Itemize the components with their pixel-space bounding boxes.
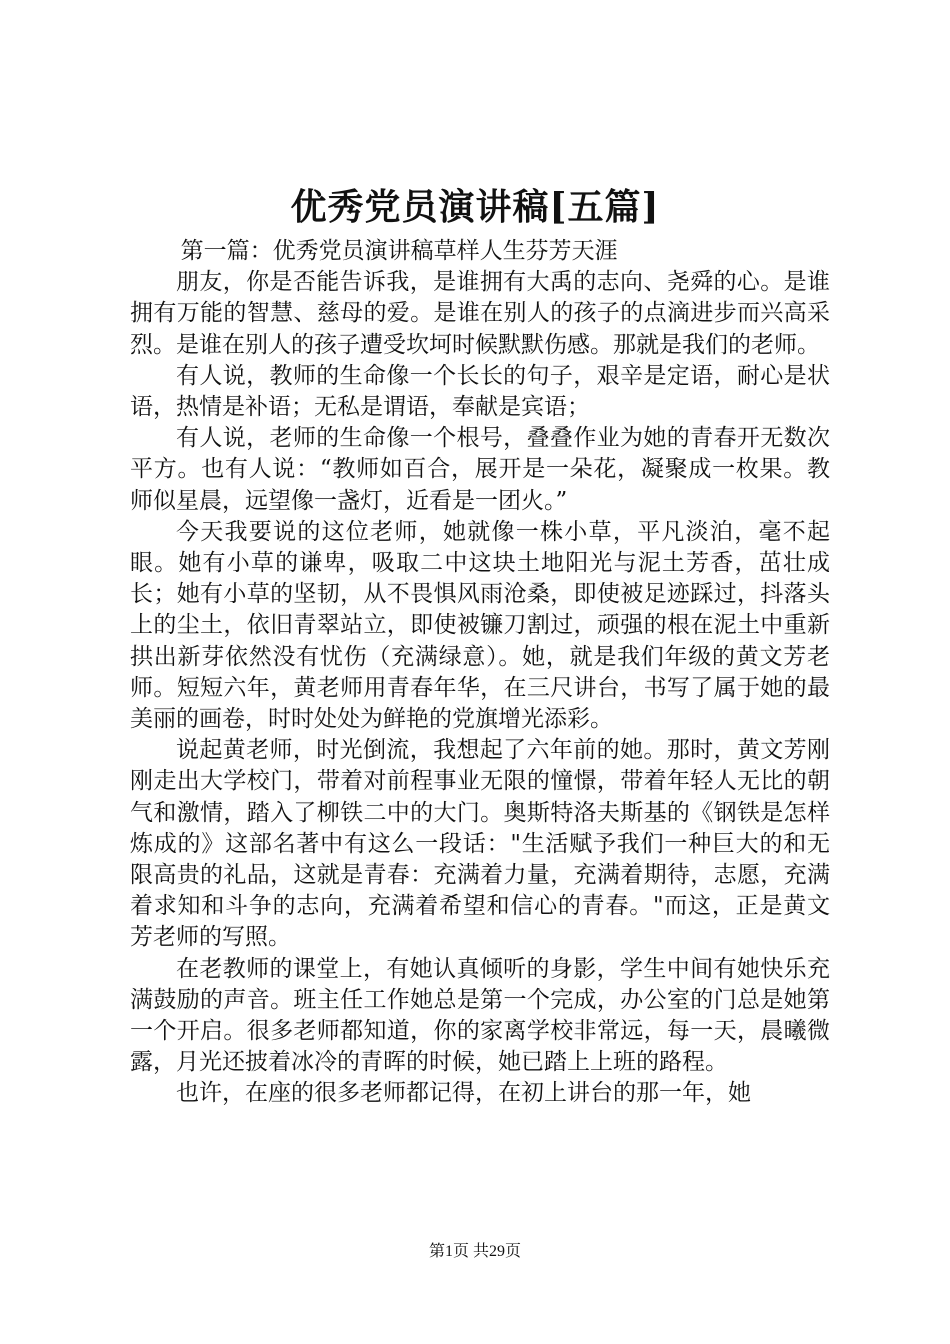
paragraph: 也许，在座的很多老师都记得，在初上讲台的那一年，她	[176, 1080, 751, 1107]
paragraph: 在老教师的课堂上，有她认真倾听的身影，学生中间有她快乐充满鼓励的声音。班主任工作她总是第一个完成，办公室的门总是她第一个开启。很多老师都知道，你的家离学校非常远，每一天，晨曦微露，月光还披着冰冷的青晖的时候，她已踏上上班的路程。	[130, 955, 830, 1076]
paragraph: 有人说，老师的生命像一个根号，叠叠作业为她的青春开无数次平方。也有人说：“教师如百合，展开是一朵花，凝聚成一枚果。教师似星晨，远望像一盏灯，近看是一团火。”	[130, 425, 830, 514]
page-footer: 第1页 共29页	[428, 1243, 521, 1260]
paragraph: 朋友，你是否能告诉我，是谁拥有大禹的志向、尧舜的心。是谁拥有万能的智慧、慈母的爱。是谁在别人的孩子的点滴进步而兴高采烈。是谁在别人的孩子遭受坎坷时候默默伤感。那就是我们的老师。	[130, 269, 830, 358]
section-heading: 第一篇：优秀党员演讲稿草样人生芬芳天涯	[180, 238, 618, 264]
paragraph: 今天我要说的这位老师，她就像一株小草，平凡淡泊，毫不起眼。她有小草的谦卑，吸取二中这块土地阳光与泥土芳香，茁壮成长；她有小草的坚韧，从不畏惧风雨沧桑，即使被足迹踩过，抖落头上的尘土，依旧青翠站立，即使被镰刀割过，顽强的根在泥土中重新拱出新芽依然没有忧伤（充满绿意）。她，就是我们年级的黄文芳老师。短短六年，黄老师用青春年华，在三尺讲台，书写了属于她的最美丽的画卷，时时处处为鲜艳的党旗增光添彩。	[130, 518, 830, 733]
paragraph: 说起黄老师，时光倒流，我想起了六年前的她。那时，黄文芳刚刚走出大学校门，带着对前程事业无限的憧憬，带着年轻人无比的朝气和激情，踏入了柳铁二中的大门。奥斯特洛夫斯基的《钢铁是怎样炼成的》这部名著中有这么一段话："生活赋予我们一种巨大的和无限高贵的礼品，这就是青春：充满着力量，充满着期待，志愿，充满着求知和斗争的志向，充满着希望和信心的青春。"而这，正是黄文芳老师的写照。	[130, 737, 830, 951]
paragraph: 有人说，教师的生命像一个长长的句子，艰辛是定语，耐心是状语，热情是补语；无私是谓语，奉献是宾语；	[130, 362, 830, 421]
document-title: 优秀党员演讲稿[五篇]	[290, 186, 660, 228]
document-body	[130, 236, 830, 1110]
